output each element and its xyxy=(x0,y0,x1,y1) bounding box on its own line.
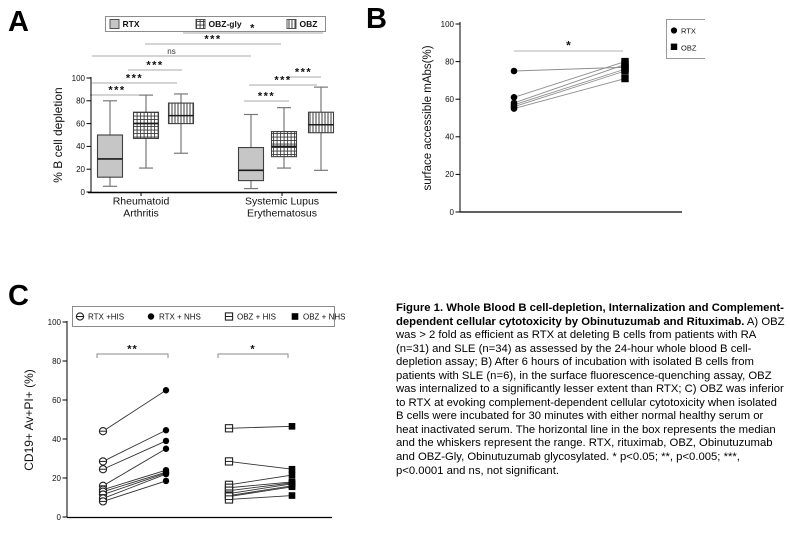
svg-text:OBZ + HIS: OBZ + HIS xyxy=(237,312,276,322)
svg-text:80: 80 xyxy=(445,57,454,67)
panel-b-label: B xyxy=(366,3,387,35)
svg-text:0: 0 xyxy=(56,512,61,522)
panel-a-label: A xyxy=(8,6,29,38)
svg-text:***: *** xyxy=(204,33,222,46)
panel-a-boxplot-chart xyxy=(40,8,350,224)
svg-text:RTX: RTX xyxy=(681,26,696,36)
svg-text:Arthritis: Arthritis xyxy=(123,207,159,220)
svg-text:60: 60 xyxy=(52,395,61,405)
svg-text:*: * xyxy=(250,343,256,356)
svg-text:80: 80 xyxy=(76,96,85,106)
svg-text:80: 80 xyxy=(52,356,61,366)
svg-text:% B cell depletion: % B cell depletion xyxy=(51,87,65,183)
svg-text:Systemic Lupus: Systemic Lupus xyxy=(244,195,320,208)
svg-text:60: 60 xyxy=(445,95,454,104)
svg-text:**: ** xyxy=(127,343,138,356)
svg-text:RTX + NHS: RTX + NHS xyxy=(159,312,201,322)
svg-text:OBZ: OBZ xyxy=(681,43,697,53)
svg-text:***: *** xyxy=(125,72,144,85)
svg-text:60: 60 xyxy=(76,119,85,129)
svg-text:***: *** xyxy=(274,74,292,87)
figure-caption xyxy=(396,302,786,478)
panel-c-label: C xyxy=(8,280,29,312)
svg-text:40: 40 xyxy=(52,434,61,444)
svg-text:***: *** xyxy=(257,90,276,103)
svg-text:OBZ: OBZ xyxy=(299,19,318,29)
svg-text:20: 20 xyxy=(52,473,61,483)
svg-text:CD19+ Av+PI+ (%): CD19+ Av+PI+ (%) xyxy=(22,369,36,471)
svg-text:Rheumatoid: Rheumatoid xyxy=(112,195,170,208)
svg-text:***: *** xyxy=(294,66,313,79)
svg-text:Erythematosus: Erythematosus xyxy=(246,207,318,220)
panel-b-paired-scatter-chart xyxy=(405,6,705,222)
svg-text:RTX +HIS: RTX +HIS xyxy=(88,312,125,322)
caption-body: A) OBZ was > 2 fold as efficient as RTX at deleting B cells from patients with RA (n=31) and SLE (n=34) as assessed by the 24-hour whole blood B cell-depletion assay; B) After 6 hours of incubation with isolated B cells from patients with SLE (n=6), in the surface fluorescence-quenching assay, OBZ was internalized to a significantly lesser extent than RTX; C) OBZ was inferior to RTX at evoking complement-dependent cellular cytotoxicity when isolated B cells were incubated for 30 minutes with either normal healthy serum or heat inactivated serum. The horizontal line in the box represents the median and the whiskers represent the range. RTX, rituximab, OBZ, Obinutuzumab and OBZ-Gly, Obinutuzumab glycosylated. * p<0.05; **, p<0.005; ***, p<0.0001 and ns, not significant. xyxy=(396,315,785,477)
svg-text:100: 100 xyxy=(71,73,85,83)
svg-text:*: * xyxy=(250,22,256,35)
svg-text:*: * xyxy=(566,38,571,53)
panel-c-paired-scatter-chart xyxy=(20,300,345,530)
svg-text:ns: ns xyxy=(167,47,176,56)
svg-text:40: 40 xyxy=(445,132,454,142)
svg-text:RTX: RTX xyxy=(122,19,140,29)
svg-text:surface accessible mAbs(%): surface accessible mAbs(%) xyxy=(422,45,434,191)
svg-text:100: 100 xyxy=(440,19,454,29)
svg-text:100: 100 xyxy=(47,317,61,327)
svg-text:20: 20 xyxy=(445,170,454,180)
svg-text:***: *** xyxy=(146,59,164,72)
svg-text:0: 0 xyxy=(80,187,85,197)
svg-text:***: *** xyxy=(108,84,126,97)
svg-text:20: 20 xyxy=(76,165,85,174)
svg-text:40: 40 xyxy=(76,142,85,152)
svg-text:0: 0 xyxy=(449,207,454,217)
svg-text:OBZ-gly: OBZ-gly xyxy=(208,19,242,29)
caption-title: Figure 1. Whole Blood B cell-depletion, Internalization and Complement-dependent cellular cytotoxicity by Obinutuzumab and Rituximab. xyxy=(396,302,784,328)
svg-text:OBZ + NHS: OBZ + NHS xyxy=(303,312,345,322)
